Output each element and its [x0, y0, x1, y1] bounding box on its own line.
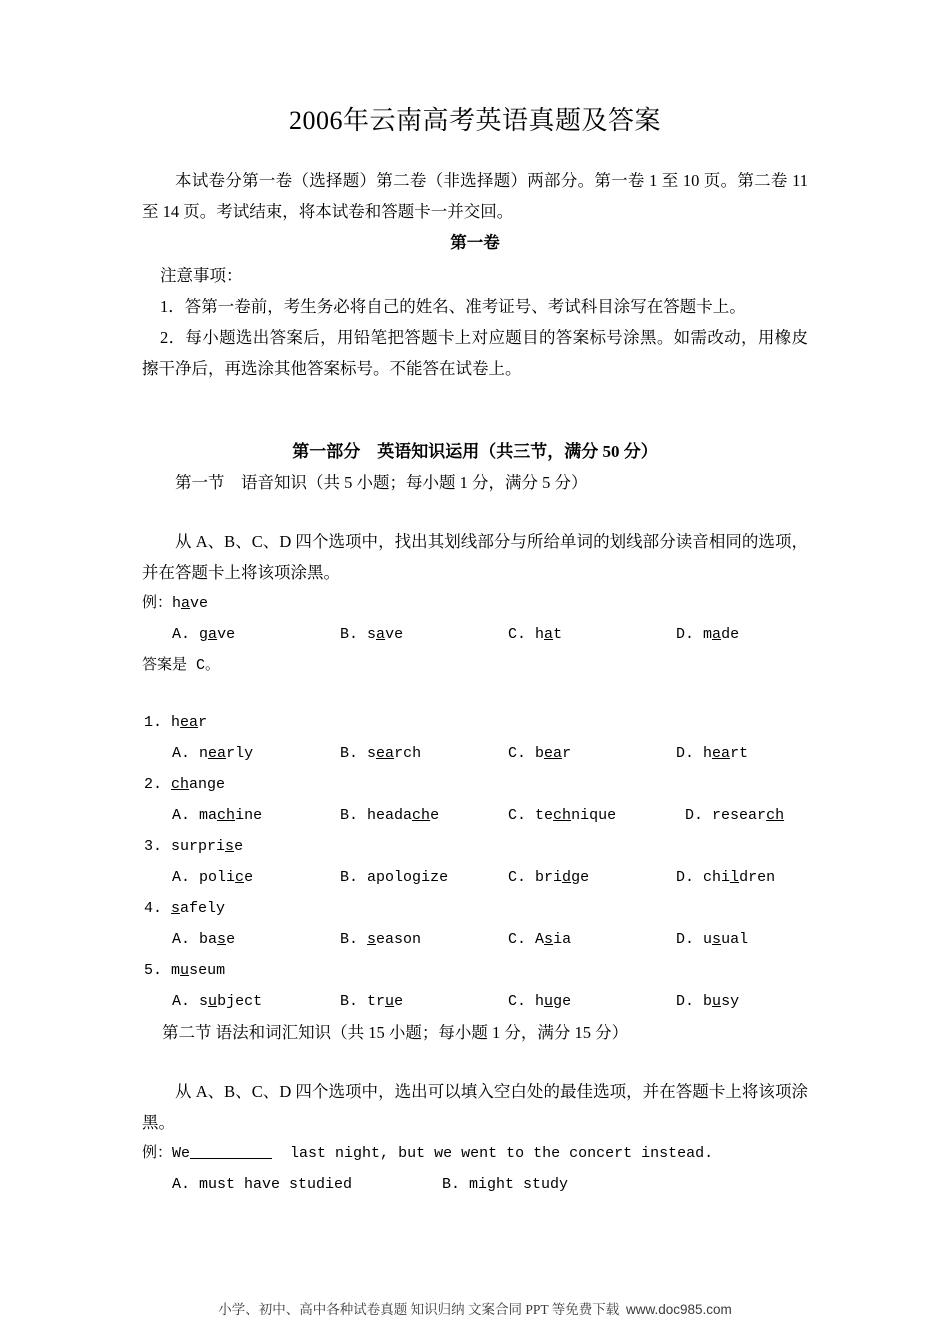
example2-label: 例：	[142, 1145, 173, 1162]
option-post: rch	[394, 745, 422, 762]
option-letter: D.	[676, 931, 695, 948]
spacer	[142, 681, 808, 707]
option-letter: C.	[508, 626, 527, 643]
option-post: dren	[739, 869, 776, 886]
option-pre: n	[199, 745, 209, 762]
option-underlined: a	[712, 626, 722, 643]
example2-post: last night, but we went to the concert instead.	[290, 1145, 714, 1162]
option-letter: A.	[172, 807, 191, 824]
question-options-2	[142, 800, 808, 831]
option-underlined: u	[385, 993, 395, 1010]
stem-pre: m	[171, 962, 181, 979]
option-underlined: d	[562, 869, 572, 886]
question-number: 4.	[144, 900, 163, 917]
option-c[interactable]	[508, 800, 676, 831]
option-post: rly	[226, 745, 254, 762]
question-stem-1	[142, 707, 808, 738]
question-options-5	[142, 986, 808, 1017]
option-c[interactable]	[508, 862, 676, 893]
option-letter: D.	[676, 626, 695, 643]
option-underlined: u	[544, 993, 554, 1010]
option-letter: D.	[676, 993, 695, 1010]
option-letter: A.	[172, 626, 191, 643]
example-word-underlined: a	[181, 595, 191, 612]
example2-stem	[142, 1138, 808, 1169]
part-one-title: 第一部分 英语知识运用（共三节，满分 50 分）	[292, 442, 658, 461]
option-letter: A.	[172, 931, 191, 948]
intro-paragraph: 本试卷分第一卷（选择题）第二卷（非选择题）两部分。第一卷 1 至 10 页。第二卷 11 至 14 页。考试结束，将本试卷和答题卡一并交回。	[142, 171, 808, 221]
section-two-directions: 从 A、B、C、D 四个选项中，选出可以填入空白处的最佳选项，并在答题卡上将该项涂黑。	[142, 1082, 808, 1132]
stem-pre: surpri	[171, 838, 226, 855]
option-pre: poli	[199, 869, 236, 886]
option-pre: h	[535, 993, 545, 1010]
section-one-title: 第一节 语音知识（共 5 小题；每小题 1 分，满分 5 分）	[175, 473, 588, 492]
example-option-d	[676, 619, 844, 650]
option-d[interactable]	[676, 800, 844, 831]
option-underlined: ch	[412, 807, 431, 824]
stem-underlined: u	[180, 962, 190, 979]
option-pre: tr	[367, 993, 386, 1010]
option-pre: h	[703, 745, 713, 762]
option-a[interactable]	[172, 738, 340, 769]
stem-underlined: s	[225, 838, 235, 855]
option-pre: g	[199, 626, 209, 643]
option-underlined: a	[208, 626, 218, 643]
option-pre: te	[535, 807, 554, 824]
option-pre: resear	[712, 807, 767, 824]
option-underlined: c	[235, 869, 245, 886]
option-c[interactable]	[508, 986, 676, 1017]
option-post: ine	[235, 807, 263, 824]
option-underlined: ea	[376, 745, 395, 762]
stem-post: ange	[189, 776, 226, 793]
example-option-c	[508, 619, 676, 650]
paper-label: 第一卷	[450, 233, 500, 252]
example-label: 例：	[142, 595, 173, 612]
section-two-title: 第二节 语法和词汇知识（共 15 小题；每小题 1 分，满分 15 分）	[162, 1023, 629, 1042]
option-a[interactable]	[172, 800, 340, 831]
question-stem-3	[142, 831, 808, 862]
option-pre: ba	[199, 931, 218, 948]
option-letter: C.	[508, 931, 527, 948]
option-underlined: l	[730, 869, 740, 886]
option-underlined: ea	[712, 745, 731, 762]
option-post: bject	[217, 993, 263, 1010]
stem-post: e	[234, 838, 244, 855]
option-pre: s	[199, 993, 209, 1010]
option-letter: B.	[340, 745, 359, 762]
option-post: ize	[421, 869, 449, 886]
option-letter: B.	[340, 993, 359, 1010]
option-underlined: ch	[766, 807, 785, 824]
option-letter: A.	[172, 869, 191, 886]
example-word-row	[142, 588, 808, 619]
option-b[interactable]	[340, 862, 508, 893]
option-post: e	[244, 869, 254, 886]
option-letter: B.	[340, 807, 359, 824]
question-number: 1.	[144, 714, 163, 731]
option-letter: A.	[172, 745, 191, 762]
question-stem-2	[142, 769, 808, 800]
option-post: e	[394, 993, 404, 1010]
stem-post: afely	[180, 900, 226, 917]
option-post: e	[430, 807, 440, 824]
option-post: e	[226, 931, 236, 948]
option-post: eason	[376, 931, 422, 948]
option-underlined: g	[412, 869, 422, 886]
option-post: ve	[217, 626, 236, 643]
example2-options	[142, 1169, 808, 1200]
example-word-pre: h	[172, 595, 182, 612]
option-pre: bri	[535, 869, 563, 886]
option-text: must have studied	[199, 1176, 353, 1193]
example-answer: 答案是 C。	[142, 657, 221, 674]
section-one-directions: 从 A、B、C、D 四个选项中，找出其划线部分与所给单词的划线部分读音相同的选项，并在答题卡上将该项涂黑。	[142, 532, 808, 582]
option-letter: D.	[676, 745, 695, 762]
option-b[interactable]	[340, 986, 508, 1017]
option-d[interactable]	[676, 986, 844, 1017]
option-post: r	[562, 745, 572, 762]
stem-pre: h	[171, 714, 181, 731]
blank-underline	[190, 1158, 272, 1159]
question-number: 5.	[144, 962, 163, 979]
option-underlined: a	[544, 626, 554, 643]
option-post: rt	[730, 745, 749, 762]
question-options-4	[142, 924, 808, 955]
option-letter: C.	[508, 745, 527, 762]
option-b[interactable]	[340, 924, 508, 955]
option-letter: B.	[340, 931, 359, 948]
option-letter: C.	[508, 807, 527, 824]
option-letter: C.	[508, 869, 527, 886]
option-underlined: a	[376, 626, 386, 643]
option-underlined: ch	[217, 807, 236, 824]
question-options-1	[142, 738, 808, 769]
footer-site-link[interactable]: www.doc985.com	[625, 1302, 732, 1317]
option-pre: apolo	[367, 869, 413, 886]
option-pre: s	[367, 626, 377, 643]
page-footer	[0, 1298, 950, 1318]
example-option-a	[172, 619, 340, 650]
stem-underlined: s	[171, 900, 181, 917]
stem-post: r	[198, 714, 208, 731]
option-post: ve	[385, 626, 404, 643]
option-pre: b	[703, 993, 713, 1010]
option-d[interactable]	[676, 924, 844, 955]
option-letter: D.	[685, 807, 704, 824]
option-pre: h	[535, 626, 545, 643]
option-underlined: ea	[208, 745, 227, 762]
option-pre: u	[703, 931, 713, 948]
option-a[interactable]	[172, 862, 340, 893]
stem-post: seum	[189, 962, 226, 979]
option-a[interactable]	[172, 1169, 442, 1200]
option-underlined: s	[544, 931, 554, 948]
question-stem-4	[142, 893, 808, 924]
option-d[interactable]	[676, 738, 844, 769]
option-pre: s	[367, 745, 377, 762]
question-options-3	[142, 862, 808, 893]
option-post: ia	[553, 931, 572, 948]
option-pre: chi	[703, 869, 731, 886]
option-d[interactable]	[676, 862, 844, 893]
page-title: 2006年云南高考英语真题及答案	[288, 106, 661, 135]
option-post: ge	[553, 993, 572, 1010]
option-post: de	[721, 626, 740, 643]
example-word-post: ve	[190, 595, 209, 612]
option-b[interactable]	[340, 800, 508, 831]
option-c[interactable]	[508, 924, 676, 955]
option-b[interactable]	[340, 738, 508, 769]
option-underlined: ch	[553, 807, 572, 824]
option-post: sy	[721, 993, 740, 1010]
option-letter: B.	[340, 626, 359, 643]
option-underlined: ea	[544, 745, 563, 762]
option-post: ge	[571, 869, 590, 886]
question-number: 3.	[144, 838, 163, 855]
option-text: might study	[469, 1176, 569, 1193]
option-b[interactable]	[442, 1169, 568, 1200]
option-pre: ma	[199, 807, 218, 824]
notice-label: 注意事项：	[160, 266, 243, 285]
option-letter: B.	[340, 869, 359, 886]
option-underlined: s	[367, 931, 377, 948]
option-underlined: s	[217, 931, 227, 948]
option-letter: C.	[508, 993, 527, 1010]
option-underlined: u	[208, 993, 218, 1010]
option-letter: A.	[172, 993, 191, 1010]
option-a[interactable]	[172, 986, 340, 1017]
example-options-row	[142, 619, 808, 650]
option-pre: heada	[367, 807, 413, 824]
option-letter: B.	[442, 1176, 461, 1193]
option-post: nique	[571, 807, 617, 824]
stem-underlined: ea	[180, 714, 199, 731]
option-letter: D.	[676, 869, 695, 886]
question-number: 2.	[144, 776, 163, 793]
option-post: ual	[721, 931, 749, 948]
option-letter: A.	[172, 1176, 191, 1193]
notice-item-1: 1．答第一卷前，考生务必将自己的姓名、准考证号、考试科目涂写在答题卡上。	[160, 297, 746, 316]
stem-underlined: ch	[171, 776, 190, 793]
option-pre: b	[535, 745, 545, 762]
example2-pre: We	[172, 1145, 191, 1162]
footer-text: 小学、初中、高中各种试卷真题 知识归纳 文案合同 PPT 等免费下载	[218, 1302, 620, 1317]
option-c[interactable]	[508, 738, 676, 769]
option-pre: m	[703, 626, 713, 643]
option-underlined: s	[712, 931, 722, 948]
question-stem-5	[142, 955, 808, 986]
example-option-b	[340, 619, 508, 650]
option-a[interactable]	[172, 924, 340, 955]
option-underlined: u	[712, 993, 722, 1010]
option-pre: A	[535, 931, 545, 948]
option-post: t	[553, 626, 563, 643]
notice-item-2: 2．每小题选出答案后，用铅笔把答题卡上对应题目的答案标号涂黑。如需改动，用橡皮擦干净后，再选涂其他答案标号。不能答在试卷上。	[142, 328, 808, 378]
